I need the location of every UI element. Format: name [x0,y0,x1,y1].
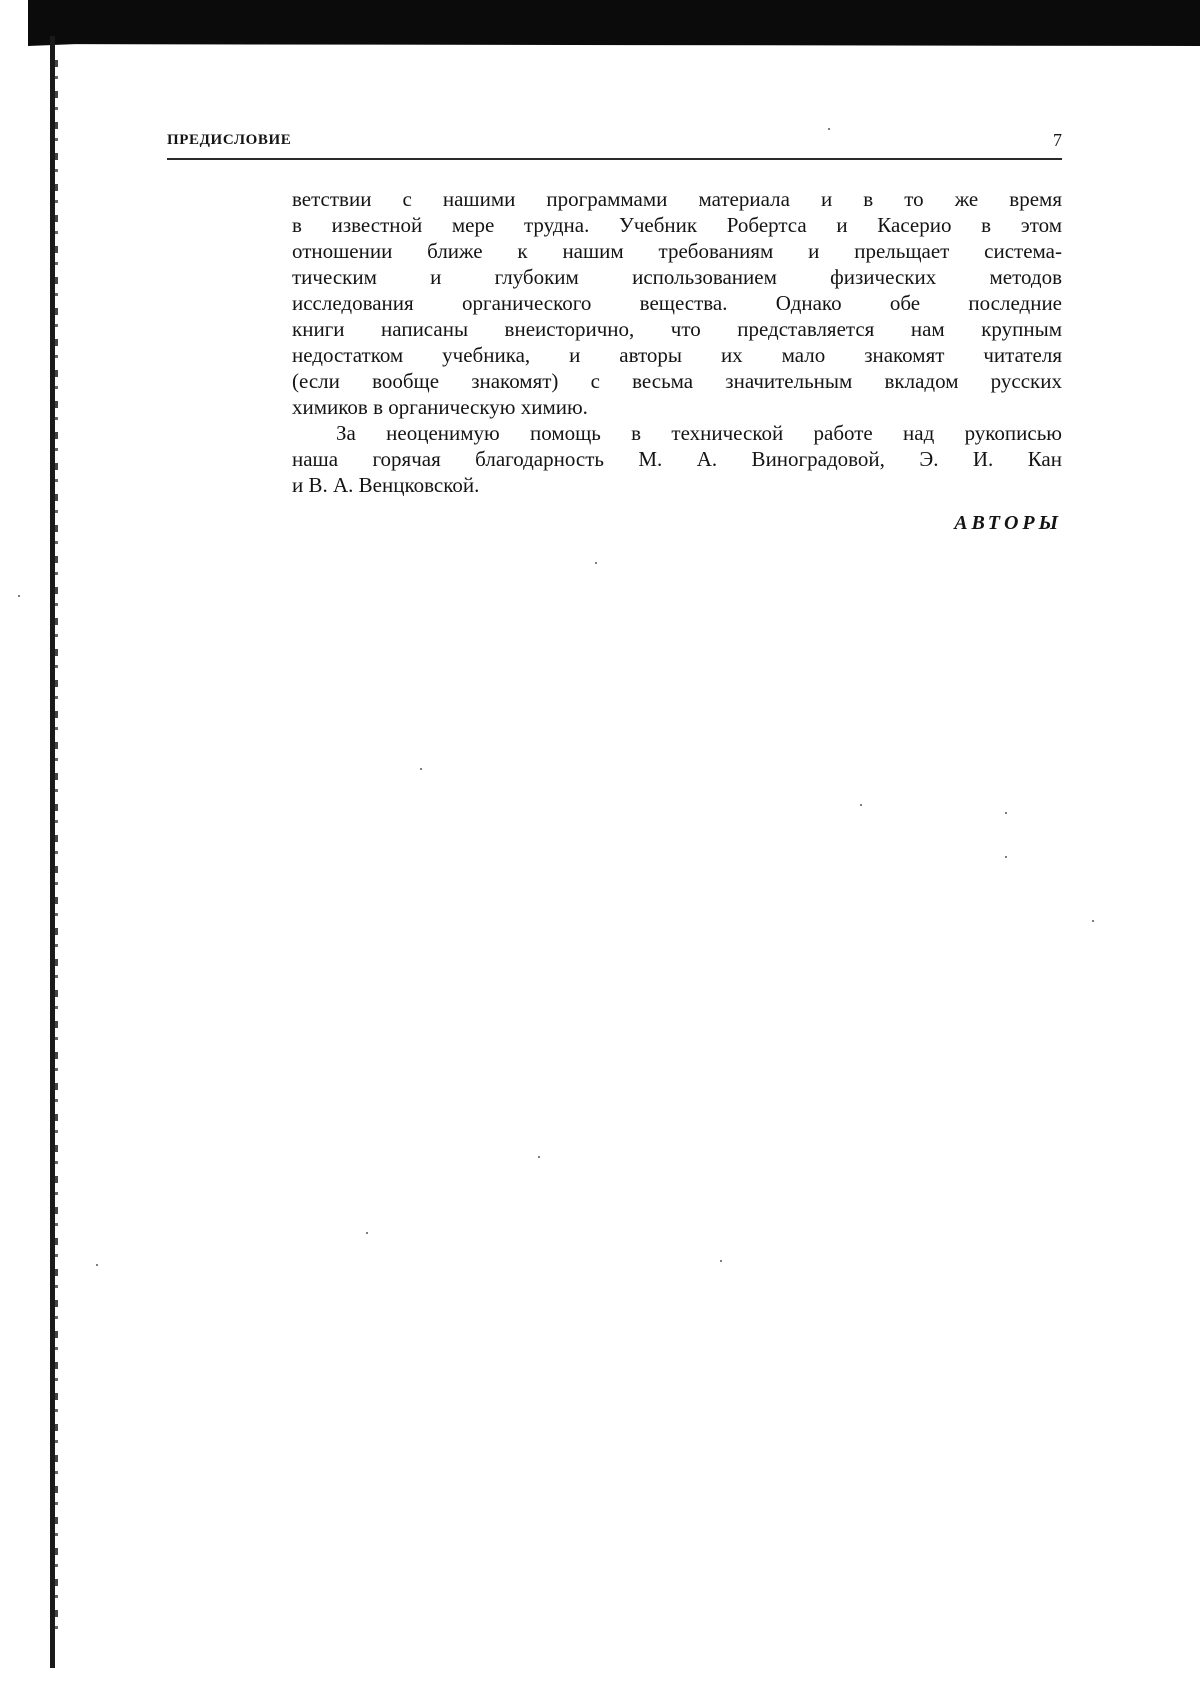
text-line: недостатком учебника, и авторы их мало знакомят читателя [292,343,1062,367]
scan-speck [1005,856,1007,858]
scan-speck [1005,812,1007,814]
scan-speck [828,128,830,130]
scan-speck [96,1264,98,1266]
body-text [292,186,1062,535]
scan-speck [420,768,422,770]
running-head [167,132,1062,160]
scan-speck [595,562,597,564]
scan-top-shadow [28,0,1200,46]
text-line: книги написаны внеисторично, что представляется нам крупным [292,317,1062,341]
scan-speck [720,1260,722,1262]
running-title: ПРЕДИСЛОВИЕ [167,132,292,148]
scan-speck [18,595,20,597]
text-line: исследования органического вещества. Однако обе последние [292,291,1062,315]
scan-speck [1092,920,1094,922]
text-line: химиков в органическую химию. [292,395,588,419]
text-line: в известной мере трудна. Учебник Робертса и Касерио в этом [292,213,1062,237]
text-line: и В. А. Венцковской. [292,473,480,497]
text-line: отношении ближе к нашим требованиям и прельщает система- [292,239,1062,263]
scan-speck [538,1156,540,1158]
page-number: 7 [1053,130,1062,150]
text-line: ветствии с нашими программами материала и в то же время [292,187,1062,211]
scan-speck [860,804,862,806]
text-line: За неоценимую помощь в технической работе над рукописью [336,421,1062,445]
text-line: тическим и глубоким использованием физических методов [292,265,1062,289]
signature: АВТОРЫ [954,512,1062,534]
text-line: (если вообще знакомят) с весьма значительным вкладом русских [292,369,1062,393]
text-line: наша горячая благодарность М. А. Виноградовой, Э. И. Кан [292,447,1062,471]
scan-binding-edge-noise [55,60,58,1640]
scan-speck [366,1232,368,1234]
